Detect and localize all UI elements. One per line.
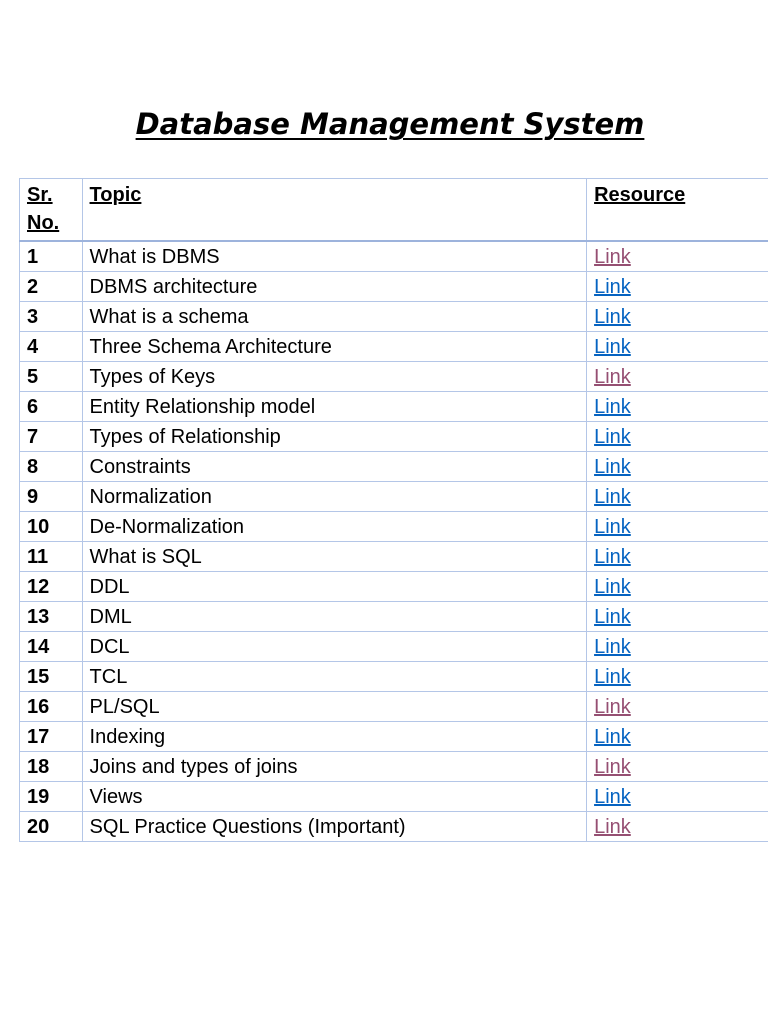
row-number-cell [20,302,83,332]
row-number-cell [20,392,83,422]
row-topic: DCL [89,635,130,658]
row-number: 19 [27,785,50,808]
row-topic: Three Schema Architecture [89,335,332,358]
resource-link[interactable]: Link [594,665,631,688]
row-number-cell [20,542,83,572]
row-resource-cell [587,512,768,542]
resource-link[interactable]: Link [594,485,631,508]
row-topic: DDL [89,575,130,598]
resource-link[interactable]: Link [594,245,631,268]
row-topic: Constraints [89,455,191,478]
row-topic-cell [82,332,587,362]
table-row [20,241,768,272]
row-number-cell [20,332,83,362]
row-number-cell [20,752,83,782]
row-number: 14 [27,635,50,658]
row-topic: TCL [89,665,128,688]
row-topic: Types of Relationship [89,425,281,448]
row-topic-cell [82,452,587,482]
resource-link[interactable]: Link [594,815,631,838]
row-resource-cell [587,332,768,362]
header-topic: Topic [89,184,142,206]
table-row [20,392,768,422]
row-resource-cell [587,392,768,422]
table-row [20,812,768,842]
row-number-cell [20,241,83,272]
table-row [20,362,768,392]
resource-link[interactable]: Link [594,305,631,328]
row-number: 12 [27,575,50,598]
row-topic: Types of Keys [89,365,216,388]
table-row [20,512,768,542]
row-resource-cell [587,362,768,392]
row-resource-cell [587,812,768,842]
row-number-cell [20,662,83,692]
table-row [20,272,768,302]
row-number-cell [20,602,83,632]
row-number: 7 [27,425,39,448]
row-resource-cell [587,241,768,272]
row-topic-cell [82,632,587,662]
header-resource: Resource [594,184,686,206]
row-number: 2 [27,275,39,298]
row-topic: What is a schema [89,305,249,328]
row-resource-cell [587,302,768,332]
row-number-cell [20,632,83,662]
row-topic-cell [82,662,587,692]
row-resource-cell [587,662,768,692]
row-number: 4 [27,335,39,358]
table-row [20,572,768,602]
row-topic: De-Normalization [89,515,245,538]
resource-link[interactable]: Link [594,515,631,538]
row-topic-cell [82,572,587,602]
row-resource-cell [587,452,768,482]
row-topic-cell [82,272,587,302]
row-number: 18 [27,755,50,778]
row-resource-cell [587,572,768,602]
table-row [20,752,768,782]
row-topic-cell [82,422,587,452]
row-topic: Entity Relationship model [89,395,316,418]
row-topic: What is SQL [89,545,202,568]
row-topic: SQL Practice Questions (Important) [89,815,406,838]
row-topic: Normalization [89,485,212,508]
table-row [20,662,768,692]
row-resource-cell [587,602,768,632]
table-row [20,602,768,632]
row-topic: DML [89,605,132,628]
row-topic: What is DBMS [89,245,220,268]
table-row [20,722,768,752]
resource-link[interactable]: Link [594,635,631,658]
row-resource-cell [587,632,768,662]
resource-link[interactable]: Link [594,755,631,778]
table-row [20,302,768,332]
row-number: 20 [27,815,50,838]
resource-link[interactable]: Link [594,575,631,598]
row-resource-cell [587,542,768,572]
table-row [20,782,768,812]
topics-table-body [20,179,768,842]
document-title: Database Management System [135,107,645,142]
row-number: 11 [27,545,49,568]
resource-link[interactable]: Link [594,275,631,298]
resource-link[interactable]: Link [594,365,631,388]
row-topic: DBMS architecture [89,275,258,298]
row-topic-cell [82,722,587,752]
resource-link[interactable]: Link [594,335,631,358]
row-number-cell [20,452,83,482]
topics-table [19,178,768,842]
row-resource-cell [587,752,768,782]
row-number-cell [20,272,83,302]
row-number: 8 [27,455,39,478]
row-topic-cell [82,362,587,392]
row-topic-cell [82,782,587,812]
row-number-cell [20,692,83,722]
row-topic: Joins and types of joins [89,755,298,778]
row-topic-cell [82,542,587,572]
table-row [20,482,768,512]
row-number: 6 [27,395,39,418]
table-row [20,632,768,662]
row-number: 9 [27,485,39,508]
row-topic-cell [82,692,587,722]
row-number-cell [20,512,83,542]
row-resource-cell [587,272,768,302]
row-resource-cell [587,782,768,812]
row-topic-cell [82,752,587,782]
row-number: 3 [27,305,39,328]
row-number-cell [20,722,83,752]
row-number: 5 [27,365,39,388]
row-resource-cell [587,422,768,452]
resource-link[interactable]: Link [594,395,631,418]
table-row [20,542,768,572]
resource-link[interactable]: Link [594,695,631,718]
table-row [20,422,768,452]
resource-link[interactable]: Link [594,545,631,568]
row-number: 15 [27,665,50,688]
row-topic-cell [82,392,587,422]
header-sr-no-line2: No. [27,212,60,234]
resource-link[interactable]: Link [594,785,631,808]
row-number-cell [20,482,83,512]
header-sr-no-line1: Sr. [27,184,53,206]
row-resource-cell [587,722,768,752]
table-row [20,692,768,722]
resource-link[interactable]: Link [594,725,631,748]
row-topic: PL/SQL [89,695,160,718]
row-topic-cell [82,602,587,632]
table-row [20,452,768,482]
header-cell-topic [82,179,587,242]
row-number-cell [20,812,83,842]
header-cell-resource [587,179,768,242]
row-resource-cell [587,692,768,722]
row-resource-cell [587,482,768,512]
row-topic: Indexing [89,725,166,748]
row-number-cell [20,782,83,812]
row-number-cell [20,572,83,602]
table-header-row [20,179,768,242]
row-number-cell [20,362,83,392]
table-row [20,332,768,362]
row-topic-cell [82,241,587,272]
row-number-cell [20,422,83,452]
row-topic-cell [82,482,587,512]
row-number: 16 [27,695,50,718]
row-number: 1 [27,245,39,268]
row-topic: Views [89,785,143,808]
row-number: 17 [27,725,50,748]
row-topic-cell [82,812,587,842]
resource-link[interactable]: Link [594,455,631,478]
row-topic-cell [82,512,587,542]
header-cell-sr-no [20,179,83,242]
row-number: 13 [27,605,50,628]
row-number: 10 [27,515,50,538]
row-topic-cell [82,302,587,332]
resource-link[interactable]: Link [594,425,631,448]
resource-link[interactable]: Link [594,605,631,628]
